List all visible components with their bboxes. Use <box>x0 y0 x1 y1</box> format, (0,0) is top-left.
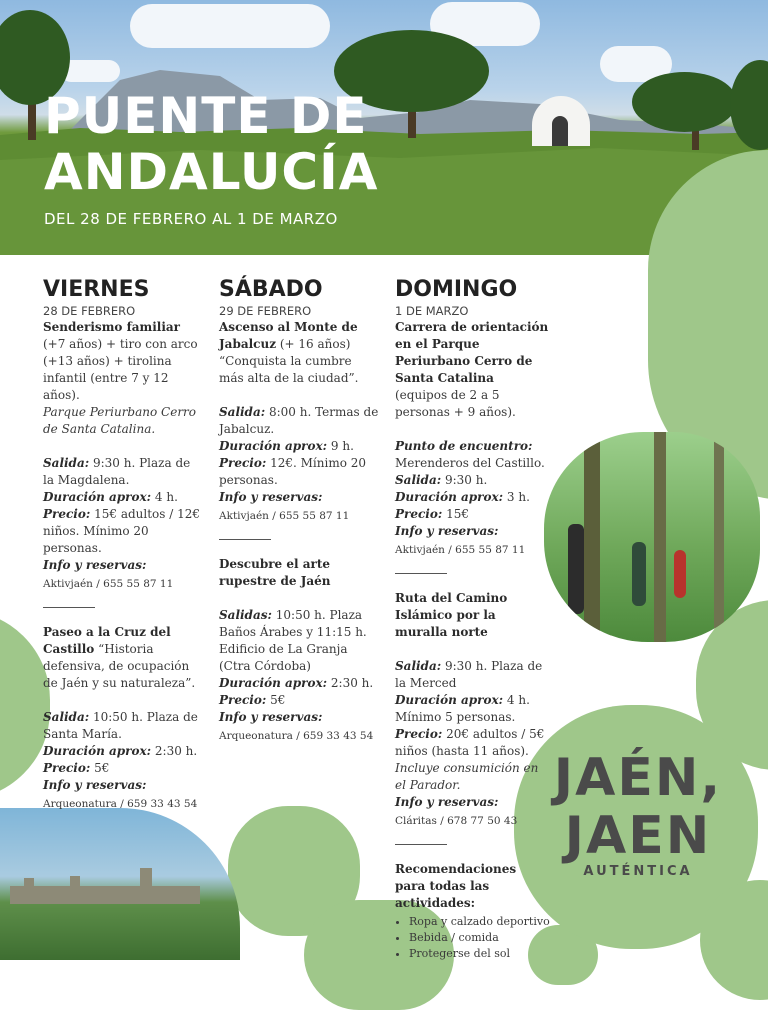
info-label: Info y reservas: <box>219 710 323 724</box>
precio-line: Precio: 20€ adultos / 5€ niños (hasta 11 años). <box>395 727 545 758</box>
divider <box>395 844 447 845</box>
recommendations-title: Recomendaciones para todas las actividades: <box>395 862 517 910</box>
info-contact: Aktivjaén / 655 55 87 11 <box>395 544 526 556</box>
list-item: • Protegerse del sol <box>409 946 551 962</box>
info-contact: Aktivjaén / 655 55 87 11 <box>219 510 350 522</box>
castle-tower <box>140 868 152 898</box>
duracion-line: Duración aprox: 2:30 h. <box>219 676 374 690</box>
divider <box>219 539 271 540</box>
list-item: • Ropa y calzado deportivo <box>409 914 551 930</box>
divider <box>395 573 447 574</box>
date-range: DEL 28 DE FEBRERO AL 1 DE MARZO <box>44 210 338 228</box>
saturday-column <box>219 277 379 745</box>
salida-line: Salida: 9:30 h. Plaza de la Merced <box>395 659 543 690</box>
archery-photo <box>544 432 760 642</box>
info-label: Info y reservas: <box>43 558 147 572</box>
day-date: 29 DE FEBRERO <box>219 304 312 318</box>
info-label: Info y reservas: <box>395 795 499 809</box>
activity-header: Paseo a la Cruz del Castillo “Historia defensiva, de ocupación de Jaén y su naturaleza”. <box>43 625 196 690</box>
person <box>632 542 646 606</box>
duracion-line: Duración aprox: 2:30 h. <box>43 744 198 758</box>
precio-line: Precio: 15€ <box>395 507 470 521</box>
day-date: 28 DE FEBRERO <box>43 304 136 318</box>
tree-trunk <box>714 432 724 642</box>
day-heading: SÁBADO <box>219 277 323 302</box>
salida-line: Salidas: 10:50 h. Plaza Baños Árabes y 11:15 h. Edificio de La Granja (Ctra Córdoba) <box>219 608 367 673</box>
duracion-line: Duración aprox: 4 h. <box>43 490 178 504</box>
logo-line-2: JAEN <box>564 806 712 866</box>
castle-tower <box>70 876 80 898</box>
salida-line: Salida: 10:50 h. Plaza de Santa María. <box>43 710 198 741</box>
info-contact: Aktivjaén / 655 55 87 11 <box>43 578 174 590</box>
duracion-line: Duración aprox: 4 h. <box>395 693 530 707</box>
activity-title: Descubre el arte rupestre de Jaén <box>219 557 331 588</box>
minimum-note: Mínimo 5 personas. <box>395 710 516 724</box>
logo-line-3: AUTÉNTICA <box>583 864 693 879</box>
logo-line-1: JAÉN, <box>553 748 723 808</box>
list-item: • Bebida / comida <box>409 930 551 946</box>
meeting-point: Merenderos del Castillo. <box>395 456 545 470</box>
person <box>568 524 584 614</box>
activity-title: Ruta del Camino Islámico por la muralla norte <box>395 591 508 639</box>
salida-line: Salida: 9:30 h. <box>395 473 488 487</box>
activity-desc: (+7 años) + tiro con arco (+13 años) + tirolina infantil (entre 7 y 12 años). <box>43 337 198 402</box>
chapel-door <box>552 116 568 146</box>
sunday-column <box>395 277 551 962</box>
activity-title: Senderismo familiar <box>43 320 180 334</box>
activity-header: Ascenso al Monte de Jabalcuz (+ 16 años) <box>219 320 358 351</box>
tree <box>632 72 737 132</box>
info-label: Info y reservas: <box>219 490 323 504</box>
activity-desc: “Conquista la cumbre más alta de la ciudad”. <box>219 354 359 385</box>
meeting-label: Punto de encuentro: <box>395 439 533 453</box>
page-title: PUENTE DE ANDALUCÍA <box>44 87 379 201</box>
salida-line: Salida: 9:30 h. Plaza de la Magdalena. <box>43 456 191 487</box>
salida-line: Salida: 8:00 h. Termas de Jabalcuz. <box>219 405 379 436</box>
info-contact: Arqueonatura / 659 33 43 54 <box>43 798 198 810</box>
divider <box>43 607 95 608</box>
friday-column <box>43 277 201 813</box>
activity-desc: (equipos de 2 a 5 personas + 9 años). <box>395 388 516 419</box>
precio-line: Precio: 15€ adultos / 12€ niños. Mínimo 20 personas. <box>43 507 201 555</box>
activity-title: Carrera de orientación en el Parque Periurbano Cerro de Santa Catalina <box>395 320 549 385</box>
info-contact: Arqueonatura / 659 33 43 54 <box>219 730 374 742</box>
duracion-line: Duración aprox: 3 h. <box>395 490 530 504</box>
castle-tower <box>24 878 34 898</box>
jaen-logo <box>536 732 740 932</box>
tree-trunk <box>584 432 600 642</box>
day-heading: DOMINGO <box>395 277 518 302</box>
recommendations-list <box>395 914 551 962</box>
tree-trunk <box>654 432 666 642</box>
precio-line: Precio: 12€. Mínimo 20 personas. <box>219 456 367 487</box>
duracion-line: Duración aprox: 9 h. <box>219 439 354 453</box>
person <box>674 550 686 598</box>
info-label: Info y reservas: <box>43 778 147 792</box>
precio-line: Precio: 5€ <box>219 693 286 707</box>
castle <box>10 886 200 904</box>
precio-line: Precio: 5€ <box>43 761 110 775</box>
hero-banner <box>0 0 768 255</box>
day-heading: VIERNES <box>43 277 150 302</box>
activity-place: Parque Periurbano Cerro de Santa Catalina. <box>43 405 197 436</box>
includes-note: Incluye consumición en el Parador. <box>395 761 539 792</box>
castle-photo <box>0 808 240 960</box>
info-label: Info y reservas: <box>395 524 499 538</box>
day-date: 1 DE MARZO <box>395 304 469 318</box>
info-contact: Cláritas / 678 77 50 43 <box>395 815 518 827</box>
